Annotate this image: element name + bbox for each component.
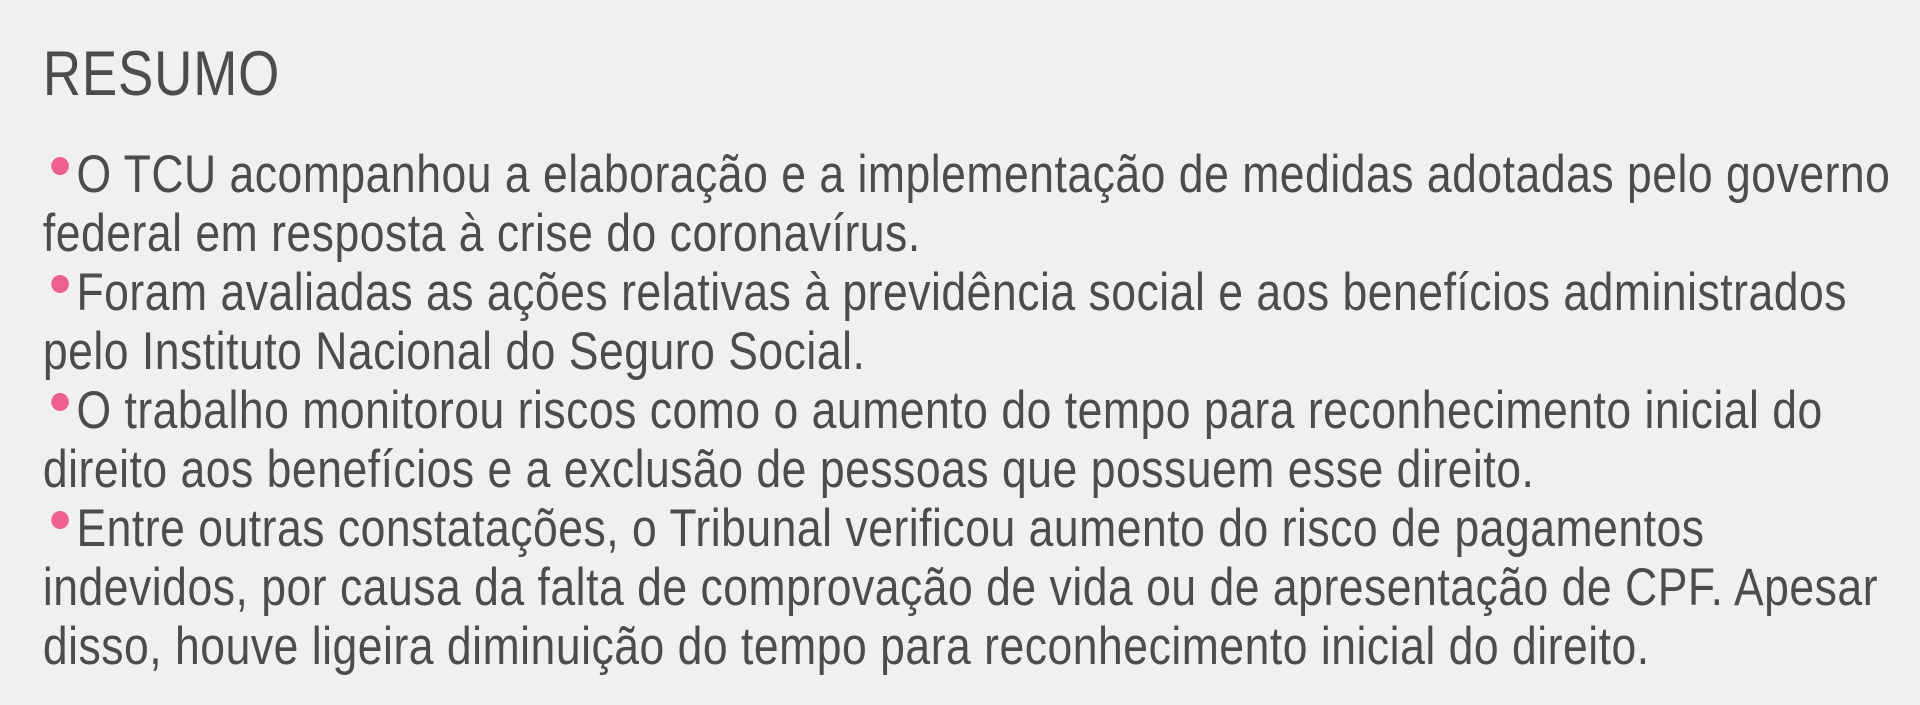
bullet-line xyxy=(43,322,1920,381)
bullet-text: direito aos benefícios e a exclusão de pessoas que possuem esse direito. xyxy=(42,440,1535,499)
bullet-text: federal em resposta à crise do coronavírus. xyxy=(42,204,921,263)
bullet-item xyxy=(43,263,1920,381)
bullet-item xyxy=(43,381,1920,499)
page-title: RESUMO xyxy=(42,39,281,109)
bullet-line xyxy=(43,263,1920,322)
bullet-line xyxy=(43,558,1920,617)
bullet-text: indevidos, por causa da falta de comprovação de vida ou de apresentação de CPF. Apesar xyxy=(42,558,1879,617)
bullet-line xyxy=(43,499,1920,558)
bullet-item xyxy=(43,145,1920,263)
bullet-line xyxy=(43,440,1920,499)
bullet-line xyxy=(43,204,1920,263)
bullet-dot-icon xyxy=(51,157,69,175)
bullet-list xyxy=(43,145,1920,676)
bullet-text: Foram avaliadas as ações relativas à previdência social e aos benefícios administrados xyxy=(76,263,1848,322)
bullet-line xyxy=(43,617,1920,676)
bullet-line xyxy=(43,145,1920,204)
bullet-dot-icon xyxy=(51,393,69,411)
bullet-text: O TCU acompanhou a elaboração e a implementação de medidas adotadas pelo governo xyxy=(76,145,1891,204)
bullet-text: disso, houve ligeira diminuição do tempo para reconhecimento inicial do direito. xyxy=(42,617,1650,676)
bullet-text: Entre outras constatações, o Tribunal verificou aumento do risco de pagamentos xyxy=(76,499,1705,558)
bullet-text: O trabalho monitorou riscos como o aumento do tempo para reconhecimento inicial do xyxy=(76,381,1823,440)
bullet-dot-icon xyxy=(51,511,69,529)
bullet-item xyxy=(43,499,1920,676)
bullet-line xyxy=(43,381,1920,440)
bullet-text: pelo Instituto Nacional do Seguro Social. xyxy=(42,322,866,381)
bullet-dot-icon xyxy=(51,275,69,293)
